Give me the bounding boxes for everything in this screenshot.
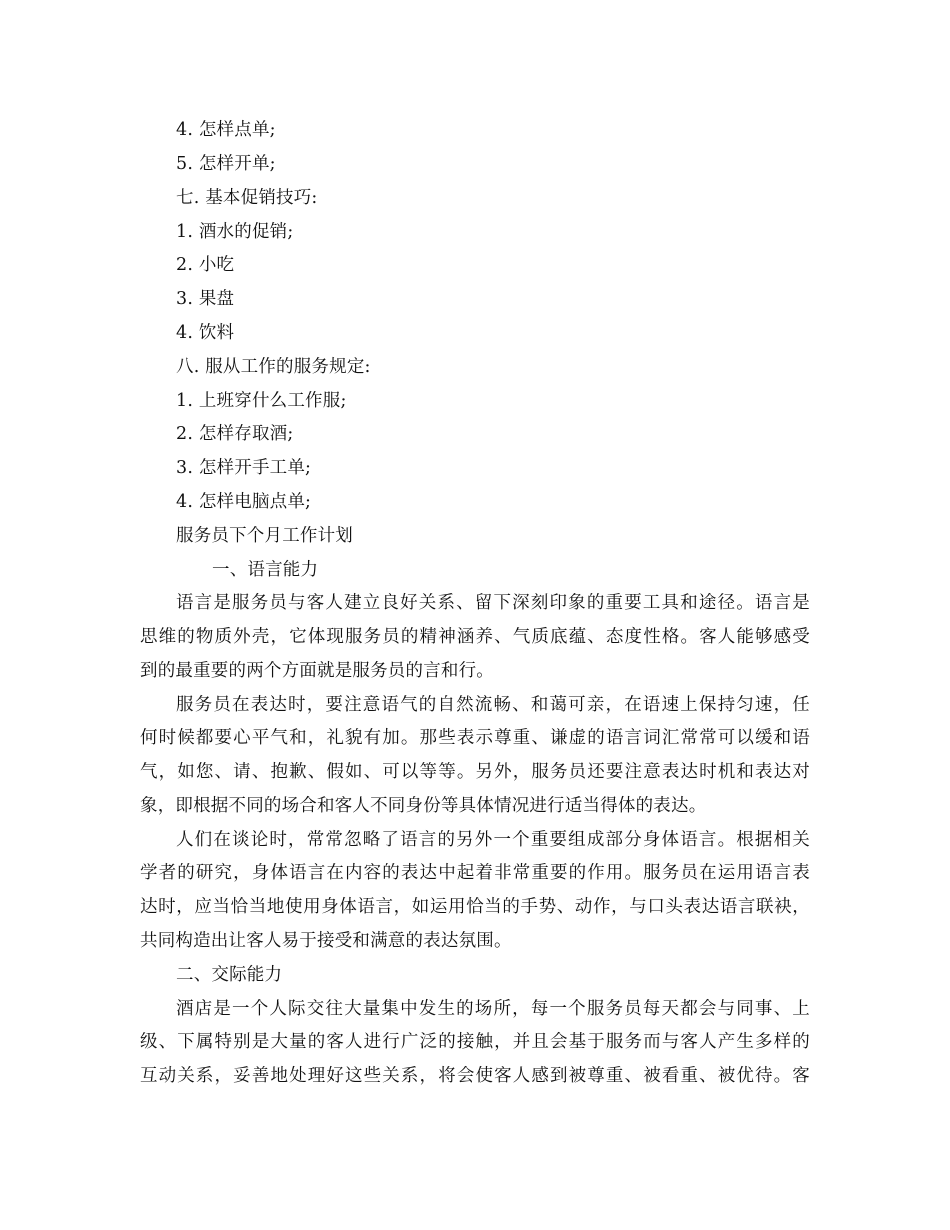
paragraph-line: 象，即根据不同的场合和客人不同身份等具体情况进行适当得体的表达。 (140, 796, 707, 816)
section-heading: 二、交际能力 (176, 965, 283, 985)
paragraph-line: 何时候都要心平气和，礼貌有加。那些表示尊重、谦虚的语言词汇常常可以缓和语 (140, 728, 810, 748)
paragraph-line: 学者的研究，身体语言在内容的表达中起着非常重要的作用。服务员在运用语言表 (140, 863, 810, 883)
section-heading: 七. 基本促销技巧: (176, 188, 318, 208)
list-item: 2. 小吃 (176, 255, 235, 275)
paragraph-line: 人们在谈论时，常常忽略了语言的另外一个重要组成部分身体语言。根据相关 (176, 830, 810, 850)
list-item: 2. 怎样存取酒; (176, 424, 294, 444)
list-item: 1. 上班穿什么工作服; (176, 391, 347, 411)
paragraph-line: 共同构造出让客人易于接受和满意的表达氛围。 (140, 931, 512, 951)
paragraph-line: 服务员在表达时，要注意语气的自然流畅、和蔼可亲，在语速上保持匀速，任 (176, 695, 810, 715)
list-item: 3. 果盘 (176, 289, 235, 309)
paragraph-line: 到的最重要的两个方面就是服务员的言和行。 (140, 661, 494, 681)
section-heading: 八. 服从工作的服务规定: (176, 357, 371, 377)
paragraph-line: 级、下属特别是大量的客人进行广泛的接触，并且会基于服务而与客人产生多样的 (140, 1032, 810, 1052)
list-item: 1. 酒水的促销; (176, 222, 294, 242)
list-item: 4. 饮料 (176, 323, 235, 343)
list-item: 3. 怎样开手工单; (176, 458, 312, 478)
paragraph-line: 思维的物质外壳，它体现服务员的精神涵养、气质底蕴、态度性格。客人能够感受 (140, 627, 810, 647)
list-item: 4. 怎样点单; (176, 120, 276, 140)
paragraph-line: 语言是服务员与客人建立良好关系、留下深刻印象的重要工具和途径。语言是 (176, 593, 810, 613)
section-heading: 一、语言能力 (212, 560, 319, 580)
paragraph-line: 互动关系，妥善地处理好这些关系，将会使客人感到被尊重、被看重、被优待。客 (140, 1066, 810, 1086)
list-item: 5. 怎样开单; (176, 154, 276, 174)
plan-title: 服务员下个月工作计划 (176, 526, 353, 546)
paragraph-line: 达时，应当恰当地使用身体语言，如运用恰当的手势、动作，与口头表达语言联袂， (140, 897, 810, 917)
paragraph-line: 气，如您、请、抱歉、假如、可以等等。另外，服务员还要注意表达时机和表达对 (140, 762, 810, 782)
paragraph-line: 酒店是一个人际交往大量集中发生的场所，每一个服务员每天都会与同事、上 (176, 999, 810, 1019)
list-item: 4. 怎样电脑点单; (176, 492, 312, 512)
